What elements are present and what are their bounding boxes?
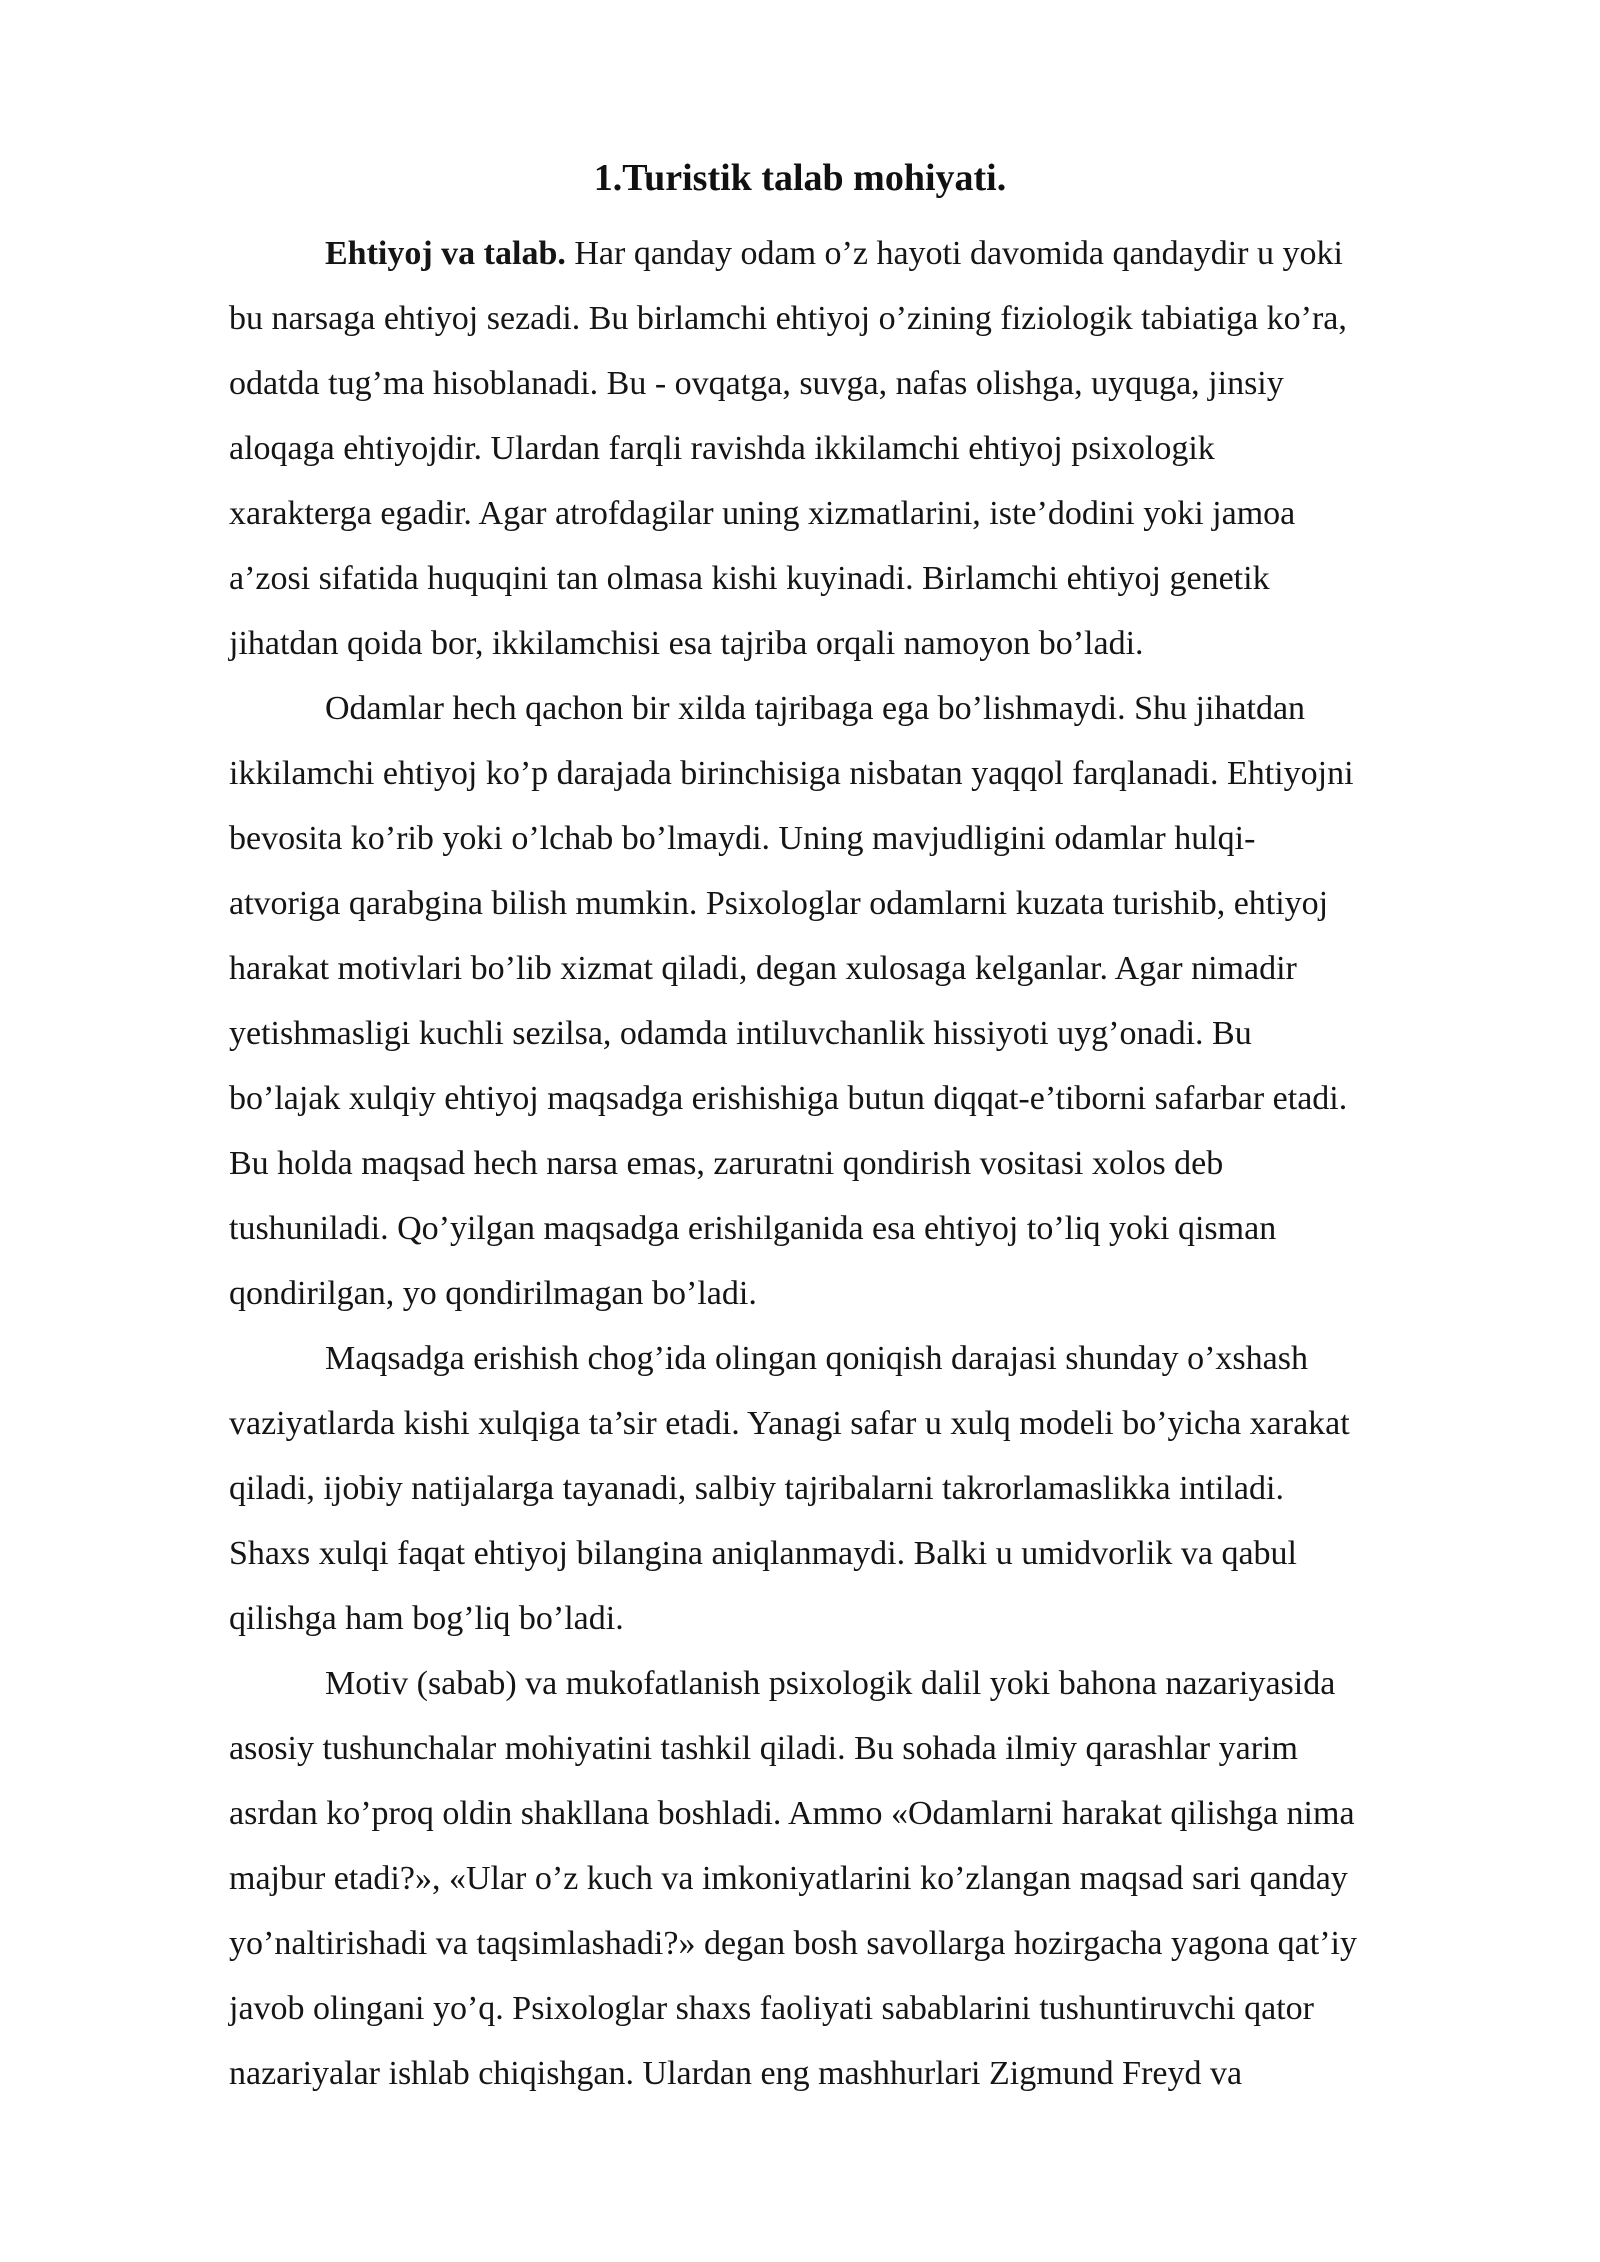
paragraph-needs-and-demand xyxy=(229,221,1479,676)
paragraph-line: tushuniladi. Qo’yilgan maqsadga erishilganida esa ehtiyoj to’liq yoki qisman xyxy=(229,1210,1277,1247)
paragraph-line: asosiy tushunchalar mohiyatini tashkil qiladi. Bu sohada ilmiy qarashlar yarim xyxy=(229,1730,1298,1767)
paragraph-satisfaction xyxy=(229,1326,1479,1651)
paragraph-line-text: Har qanday odam o’z hayoti davomida qandaydir u yoki xyxy=(565,235,1343,272)
paragraph-line: harakat motivlari bo’lib xizmat qiladi, degan xulosaga kelganlar. Agar nimadir xyxy=(229,950,1297,987)
paragraph-line: yo’naltirishadi va taqsimlashadi?» degan bosh savollarga hozirgacha yagona qat’iy xyxy=(229,1925,1357,1962)
paragraph-line: Bu holda maqsad hech narsa emas, zaruratni qondirish vositasi xolos deb xyxy=(229,1145,1224,1182)
document-body xyxy=(229,221,1479,2106)
paragraph-motive xyxy=(229,1651,1479,2106)
paragraph-line: qilishga ham bog’liq bo’ladi. xyxy=(229,1600,624,1637)
paragraph-line: Shaxs xulqi faqat ehtiyoj bilangina aniqlanmaydi. Balki u umidvorlik va qabul xyxy=(229,1535,1297,1572)
paragraph-line xyxy=(229,221,1479,286)
paragraph-line: bu narsaga ehtiyoj sezadi. Bu birlamchi ehtiyoj o’zining fiziologik tabiatiga ko’ra, xyxy=(229,300,1347,337)
paragraph-line: xarakterga egadir. Agar atrofdagilar uning xizmatlarini, iste’dodini yoki jamoa xyxy=(229,495,1296,532)
paragraph-line: vaziyatlarda kishi xulqiga ta’sir etadi. Yanagi safar u xulq modeli bo’yicha xarakat xyxy=(229,1405,1350,1442)
document-title: 1.Turistik talab mohiyati. xyxy=(593,157,1007,199)
paragraph-line: odatda tug’ma hisoblanadi. Bu - ovqatga, suvga, nafas olishga, uyquga, jinsiy xyxy=(229,365,1284,402)
paragraph-line: Motiv (sabab) va mukofatlanish psixologik dalil yoki bahona nazariyasida xyxy=(325,1665,1336,1702)
paragraph-line: asrdan ko’proq oldin shakllana boshladi. Ammo «Odamlarni harakat qilishga nima xyxy=(229,1795,1355,1832)
paragraph-line: qondirilgan, yo qondirilmagan bo’ladi. xyxy=(229,1275,757,1312)
paragraph-line: nazariyalar ishlab chiqishgan. Ulardan eng mashhurlari Zigmund Freyd va xyxy=(229,2055,1243,2092)
paragraph-line: ikkilamchi ehtiyoj ko’p darajada birinchisiga nisbatan yaqqol farqlanadi. Ehtiyojni xyxy=(229,755,1354,792)
paragraph-line: aloqaga ehtiyojdir. Ulardan farqli ravishda ikkilamchi ehtiyoj psixologik xyxy=(229,430,1215,467)
paragraph-line: a’zosi sifatida huquqini tan olmasa kishi kuyinadi. Birlamchi ehtiyoj genetik xyxy=(229,560,1270,597)
paragraph-line: yetishmasligi kuchli sezilsa, odamda intiluvchanlik hissiyoti uyg’onadi. Bu xyxy=(229,1015,1252,1052)
paragraph-line: javob olingani yo’q. Psixologlar shaxs faoliyati sabablarini tushuntiruvchi qator xyxy=(229,1990,1314,2027)
paragraph-line: majbur etadi?», «Ular o’z kuch va imkoniyatlarini ko’zlangan maqsad sari qanday xyxy=(229,1860,1348,1897)
paragraph-experience xyxy=(229,676,1479,1326)
paragraph-line: Odamlar hech qachon bir xilda tajribaga ega bo’lishmaydi. Shu jihatdan xyxy=(325,690,1306,727)
paragraph-line: qiladi, ijobiy natijalarga tayanadi, salbiy tajribalarni takrorlamaslikka intiladi. xyxy=(229,1470,1284,1507)
paragraph-line: atvoriga qarabgina bilish mumkin. Psixologlar odamlarni kuzata turishib, ehtiyoj xyxy=(229,885,1329,922)
paragraph-line: bo’lajak xulqiy ehtiyoj maqsadga erishishiga butun diqqat-e’tiborni safarbar etadi. xyxy=(229,1080,1348,1117)
paragraph-lead-heading: Ehtiyoj va talab. xyxy=(325,235,566,272)
paragraph-line: Maqsadga erishish chog’ida olingan qoniqish darajasi shunday o’xshash xyxy=(325,1340,1308,1377)
paragraph-line: jihatdan qoida bor, ikkilamchisi esa tajriba orqali namoyon bo’ladi. xyxy=(229,625,1144,662)
paragraph-line: bevosita ko’rib yoki o’lchab bo’lmaydi. Uning mavjudligini odamlar hulqi- xyxy=(229,820,1256,857)
